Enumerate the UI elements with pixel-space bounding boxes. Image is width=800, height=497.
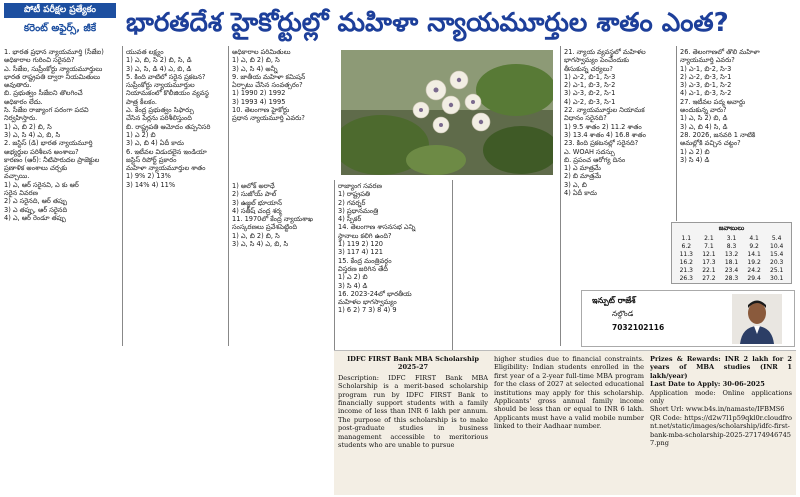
question-line: 1) ఎ, బి 2) బి, సి bbox=[4, 122, 52, 131]
question-line: 1) ఎ-1, బి-2, సి-3 bbox=[680, 64, 732, 73]
question-line: తీసుకున్న చర్యలు? bbox=[564, 64, 613, 73]
question-line: 27. ఇటీవల పద్మ అవార్డు bbox=[680, 97, 746, 106]
question-line: 2) ఎ-1, బి-3, సి-2 bbox=[564, 81, 616, 90]
answer-item: 26.3 bbox=[679, 275, 693, 282]
question-column-6 bbox=[680, 48, 796, 220]
author-box bbox=[581, 290, 795, 347]
question-line: యువత లక్ష్యం bbox=[126, 48, 164, 56]
question-line: విస్తరణ జరిగిన తేదీ bbox=[338, 264, 388, 273]
question-line: బి. రాష్ట్రపతి ఆమోదం తప్పనిసరి bbox=[126, 122, 211, 131]
question-line: సుప్రీంకోర్టు న్యాయమూర్తుల bbox=[126, 81, 195, 90]
scholarship-notice bbox=[334, 350, 796, 495]
question-line: 1) ఎ, బి, సి 2) బి, సి, డి bbox=[126, 56, 192, 65]
question-line: 3) ఎ, సి 4) ఎ, బి, సి bbox=[232, 240, 289, 249]
question-line: 11. 1970లో కేంద్ర న్యాయశాఖ bbox=[232, 215, 313, 224]
question-line: బి. ప్రపంచ ఆరోగ్య దినం bbox=[564, 155, 626, 164]
answer-item: 29.4 bbox=[747, 275, 761, 282]
answer-item: 13.2 bbox=[724, 251, 739, 258]
question-line: 4) ఎ, ఆర్ రెండూ తప్పు bbox=[4, 213, 66, 222]
question-line: 1) ఎ, ఆర్ సరైనవి, ఎ కు ఆర్ bbox=[4, 180, 79, 189]
question-line: 2) ఎ-2, బి-3, సి-1 bbox=[680, 72, 732, 81]
answer-item: 16.2 bbox=[679, 259, 693, 266]
question-line: 6. ఇటీవల విడుదలైన ఇండియా bbox=[126, 147, 207, 156]
answer-item: 10.4 bbox=[770, 243, 784, 250]
question-line: 28. 2026, జనవరి 1 నాటికి bbox=[680, 130, 756, 139]
question-column-3b bbox=[232, 182, 332, 348]
question-line: అధికారాల పరిమితులు bbox=[232, 48, 291, 56]
question-line: 3) 14% 4) 11% bbox=[126, 180, 176, 189]
notice-last-date: Last Date to Apply: 30-06-2025 bbox=[650, 380, 765, 389]
notice-description: Description: IDFC FIRST Bank MBA Scholarship is a merit-based scholarship program run by IDFC FIRST Bank to financially support students with a family income of less than INR 6 lakh per annum. The purpose of this scholarship is to make post-graduate studies in business management accessible to meritorious students who are unable to pursue bbox=[338, 373, 488, 450]
column-divider bbox=[560, 46, 561, 346]
question-line: 22. న్యాయమూర్తుల నియామక bbox=[564, 106, 645, 115]
question-line: సంస్కరణలు ప్రవేశపెట్టింది bbox=[232, 223, 298, 232]
page-headline: భారతదేశ హైకోర్టుల్లో మహిళా న్యాయమూర్తుల శాతం ఎంత? bbox=[126, 8, 729, 38]
question-line: 1) ఎ 2) బి bbox=[680, 147, 710, 156]
question-line: 3) ఎ, సి, డి 4) ఎ, బి, డి bbox=[126, 64, 192, 73]
question-line: 5. కింది వాటిలో సరైన ప్రకటన? bbox=[126, 72, 206, 81]
question-line: 3) ఎ, సి 4) అన్నీ bbox=[232, 64, 278, 73]
answer-item: 7.1 bbox=[704, 243, 714, 250]
question-line: 4) స్పీకర్ bbox=[338, 215, 362, 224]
question-line: 1) 1990 2) 1992 bbox=[232, 89, 286, 98]
answer-item: 4.1 bbox=[749, 235, 759, 242]
column-divider bbox=[334, 180, 335, 350]
question-column-1 bbox=[4, 48, 120, 346]
answer-item: 1.1 bbox=[681, 235, 692, 242]
answers-grid bbox=[672, 234, 791, 284]
question-line: 10. తెలంగాణ హైకోర్టు bbox=[232, 106, 290, 115]
answer-item: 30.1 bbox=[770, 275, 784, 282]
answer-item: 8.3 bbox=[726, 243, 737, 250]
question-line: 1) ఎ, బి 2) బి, సి bbox=[232, 231, 280, 240]
answer-item: 15.4 bbox=[770, 251, 784, 258]
answer-item: 3.1 bbox=[726, 235, 737, 242]
question-line: 3) ఎ-3, బి-1, సి-2 bbox=[680, 81, 732, 90]
author-avatar bbox=[732, 294, 782, 344]
question-line: అవుతారు. bbox=[4, 81, 32, 90]
question-line: స్థానాలు కలిగి ఉంది? bbox=[338, 231, 392, 240]
question-line: 23. కింది ప్రకటనల్లో సరైనది? bbox=[564, 139, 639, 148]
answer-item: 11.3 bbox=[679, 251, 693, 258]
question-line: చేసిన పేర్లను పరిశీలిస్తుంది bbox=[126, 114, 192, 123]
answer-item: 27.2 bbox=[702, 275, 716, 282]
notice-qr-link[interactable]: QR Code: https://d2w7l1p59qkl0r.cloudfront.net/static/images/scholarship/idfc-first-bank-mba-scholarship-2025-271749467457.png bbox=[650, 413, 792, 448]
question-line: 4) ఎ-2, బి-3, సి-1 bbox=[564, 97, 616, 106]
question-line: 4) ఏదీ కాదు bbox=[564, 189, 597, 198]
question-line: 1) 119 2) 120 bbox=[338, 240, 383, 249]
flower-plant-photo bbox=[341, 50, 553, 175]
question-line: 15. కేంద్ర మంత్రివర్గం bbox=[338, 256, 392, 265]
question-line: అభ్యర్థుల పరిశీలన అంశాలు? bbox=[4, 147, 79, 156]
question-line: సరైన వివరణ bbox=[4, 189, 38, 198]
question-line: అధికారం లేదు. bbox=[4, 97, 43, 106]
question-line: 1. భారత ప్రధాన న్యాయమూర్తి (సీజేఐ) bbox=[4, 48, 104, 56]
question-line: నిర్వహిస్తారు. bbox=[4, 114, 38, 123]
question-line: మహిళల భాగస్వామ్యం bbox=[338, 298, 397, 307]
author-label: ఇన్పుట్ రాజేశ్ bbox=[592, 296, 636, 305]
answer-item: 24.2 bbox=[747, 267, 761, 274]
answer-item: 18.1 bbox=[724, 259, 739, 266]
answer-item: 20.3 bbox=[770, 259, 784, 266]
question-line: 2) బి మాత్రమే bbox=[564, 172, 602, 181]
question-line: ప్రధాన న్యాయమూర్తి ఎవరు? bbox=[232, 114, 305, 123]
question-line: 3) ఎ, బి bbox=[564, 180, 587, 189]
author-phone: 7032102116 bbox=[612, 323, 665, 332]
answers-box bbox=[671, 222, 792, 284]
question-column-2 bbox=[126, 48, 226, 346]
question-line: అమల్లోకి వచ్చిన చట్టం? bbox=[680, 139, 741, 148]
answer-item: 28.3 bbox=[724, 275, 739, 282]
column-divider bbox=[452, 180, 453, 350]
question-line: ప్రణాళిక అంశాలు చర్చకు bbox=[4, 164, 68, 173]
question-line: 1) అలోక్ అరాధే bbox=[232, 182, 275, 190]
question-column-2-lower bbox=[126, 350, 226, 495]
section-tag: పోటీ పరీక్షల ప్రత్యేకం bbox=[4, 3, 116, 18]
answer-item: 2.1 bbox=[704, 235, 714, 242]
answers-title: జవాబులు bbox=[718, 224, 745, 232]
question-column-4 bbox=[338, 182, 450, 348]
author-location: నల్గొండ bbox=[612, 309, 634, 318]
question-line: విధానం సరైనది? bbox=[564, 114, 607, 123]
column-divider bbox=[676, 46, 677, 221]
question-line: భారత రాష్ట్రపతి ద్వారా నియమితులు bbox=[4, 72, 101, 81]
column-divider bbox=[122, 46, 123, 346]
notice-title: IDFC FIRST Bank MBA Scholarship 2025-27 bbox=[347, 355, 479, 372]
answer-item: 25.1 bbox=[770, 267, 784, 274]
question-column-4b bbox=[456, 182, 558, 348]
question-line: భాగస్వామ్యం పెంచేందుకు bbox=[564, 56, 629, 65]
answer-item: 23.4 bbox=[724, 267, 739, 274]
answer-item: 12.1 bbox=[702, 251, 716, 258]
question-line: పాత్ర కీలకం. bbox=[126, 97, 158, 106]
section-subtitle: కరెంట్ అఫైర్స్, జీకే bbox=[23, 23, 97, 34]
answer-item: 19.2 bbox=[747, 259, 761, 266]
question-line: 3) 1993 4) 1995 bbox=[232, 97, 286, 106]
question-line: 1) రాష్ట్రపతి bbox=[338, 190, 371, 199]
question-line: 3) ఎ-3, బి-2, సి-1 bbox=[564, 89, 616, 98]
question-line: 2) సుజోయ్ పాల్ bbox=[232, 190, 277, 199]
question-column-3-lower bbox=[232, 350, 332, 495]
question-line: ఎ. WOAH సదస్సు bbox=[564, 147, 615, 156]
notice-short-url[interactable]: Short Url: www.b4s.in/namaste/IFBMS6 bbox=[650, 405, 785, 414]
notice-eligibility: higher studies due to financial constraints. Eligibility: Indian students enrolled in the first year of a 2-year full-time MBA program for the class of 2027 at selected educational institutions may apply for this scholarship. Applicants' gross annual family income should be less than or equal to INR 6 lakh. Applicants must have a valid mobile number linked to their Aadhaar number. bbox=[494, 355, 644, 431]
question-line: జస్టిస్ రిపోర్ట్ ప్రకారం bbox=[126, 155, 177, 164]
question-column-5 bbox=[564, 48, 674, 288]
question-line: అధికారాల గురించి సరైనది? bbox=[4, 56, 75, 65]
notice-column-2 bbox=[494, 355, 644, 493]
question-line: నియామకంలో కొలీజియం వ్యవస్థ bbox=[126, 89, 210, 98]
question-line: 1) 6 2) 7 3) 8 4) 9 bbox=[338, 306, 397, 315]
answer-item: 14.1 bbox=[747, 251, 761, 258]
question-line: 1) ఎ మాత్రమే bbox=[564, 164, 601, 173]
question-line: 2) గవర్నర్ bbox=[338, 198, 366, 207]
question-line: 3) ఎ తప్పు, ఆర్ సరైనది bbox=[4, 205, 68, 214]
question-line: ఏర్పాటు చేసిన సంవత్సరం? bbox=[232, 81, 303, 90]
question-column-3 bbox=[232, 48, 336, 178]
question-line: ఎ. కేంద్ర ప్రభుత్వం సిఫార్సు bbox=[126, 106, 194, 115]
question-line: 3) 117 4) 121 bbox=[338, 248, 383, 257]
notice-mode: Application mode: Online applications only bbox=[650, 388, 792, 406]
answer-item: 21.3 bbox=[679, 267, 693, 274]
question-column-1-lower bbox=[4, 350, 120, 495]
question-line: 2. జస్టిస్ (డి) భారత న్యాయమూర్తి bbox=[4, 139, 93, 148]
question-line: న్యాయమూర్తి ఎవరు? bbox=[680, 56, 735, 65]
answer-item: 22.1 bbox=[702, 267, 716, 274]
notice-column-3 bbox=[650, 355, 792, 493]
question-line: ఎ. సీజేఐ, సుప్రీంకోర్టు న్యాయమూర్తులు bbox=[4, 64, 103, 73]
question-line: 14. తెలంగాణ శాసనసభ ఎన్ని bbox=[338, 223, 416, 232]
question-line: 1) 9% 2) 13% bbox=[126, 172, 171, 181]
question-line: 16. 2023-24లో భారతీయ bbox=[338, 289, 412, 298]
notice-column-1 bbox=[338, 355, 488, 493]
question-line: రాజ్యాంగ సవరణ bbox=[338, 182, 382, 190]
question-line: 3) ఎ, సి 4) ఎ, బి, సి bbox=[4, 130, 61, 139]
question-line: 26. తెలంగాణలో తొలి మహిళా bbox=[680, 48, 760, 56]
column-divider bbox=[228, 46, 229, 346]
question-line: 1) ఎ-2, బి-1, సి-3 bbox=[564, 72, 616, 81]
question-line: 3) 13.4 శాతం 4) 16.8 శాతం bbox=[564, 130, 646, 139]
question-line: 3) సి 4) డి bbox=[680, 155, 710, 164]
question-line: వచ్చాయి. bbox=[4, 172, 30, 181]
answer-item: 17.3 bbox=[702, 259, 716, 266]
question-line: 1) ఎ, సి 2) బి, డి bbox=[680, 114, 728, 123]
answer-item: 5.4 bbox=[771, 235, 782, 242]
answer-item: 6.2 bbox=[681, 243, 692, 250]
question-line: 1) ఎ 2) బి bbox=[338, 273, 368, 282]
question-line: 3) ఉజ్జల్ భూయాన్ bbox=[232, 198, 283, 207]
question-line: 2) ఎ సరైనది, ఆర్ తప్పు bbox=[4, 197, 68, 206]
question-line: 3) సి 4) డి bbox=[338, 281, 368, 290]
question-line: 4) ఎ-1, బి-3, సి-2 bbox=[680, 89, 732, 98]
question-line: 9. జాతీయ మహిళా కమిషన్ bbox=[232, 72, 306, 81]
question-line: 21. న్యాయ వ్యవస్థలో మహిళల bbox=[564, 48, 646, 56]
question-line: కారణం (ఆర్): నీటిపారుదల ప్రాజెక్టుల bbox=[4, 155, 100, 164]
question-line: 1) ఎ, బి 2) బి, సి bbox=[232, 56, 280, 65]
question-line: 3) ఎ, బి 4) సి, డి bbox=[680, 122, 728, 131]
question-line: అందుకున్న వారు? bbox=[680, 106, 727, 115]
question-line: 1) ఎ 2) బి bbox=[126, 130, 156, 139]
question-line: 1) 9.5 శాతం 2) 11.2 శాతం bbox=[564, 122, 642, 131]
question-line: సి. సీజేఐ రాజ్యాంగ పరంగా పదవి bbox=[4, 106, 89, 115]
question-line: 3) ప్రధానమంత్రి bbox=[338, 206, 379, 215]
notice-prizes: Prizes & Rewards: INR 2 lakh for 2 years of MBA studies (INR 1 lakh/year) bbox=[650, 355, 792, 380]
answer-item: 9.2 bbox=[749, 243, 759, 250]
question-line: 3) ఎ, బి 4) ఏదీ కాదు bbox=[126, 139, 184, 148]
question-line: 4) సతీష్ చంద్ర శర్మ bbox=[232, 206, 282, 215]
question-line: బి. ప్రభుత్వం సీజేఐని తొలగించే bbox=[4, 89, 83, 98]
question-line: మహిళా న్యాయమూర్తుల శాతం bbox=[126, 164, 206, 173]
